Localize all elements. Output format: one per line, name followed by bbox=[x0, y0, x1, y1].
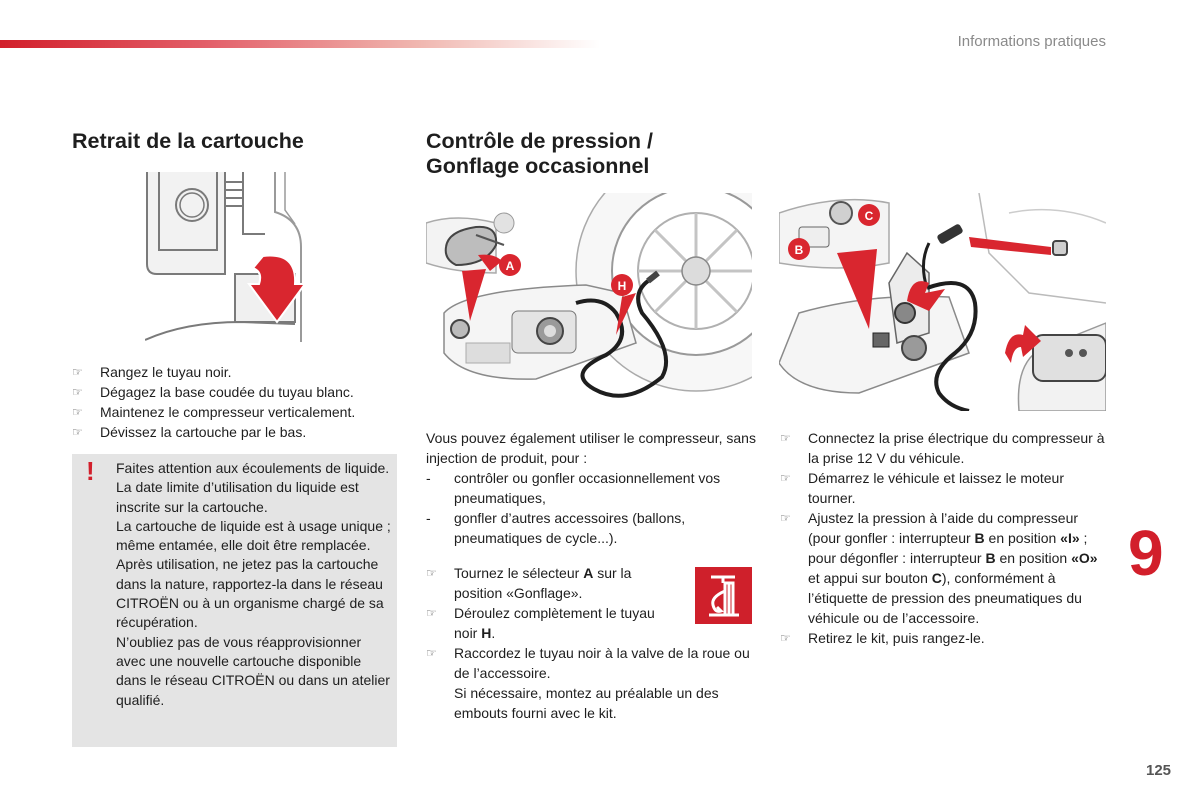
connection-steps-list bbox=[780, 428, 1110, 648]
tyre-pump-icon bbox=[695, 567, 752, 624]
warning-text: Faites attention aux écoulements de liquide. La date limite d’utilisation du liquide est inscrite sur la cartouche. La cartouche de liquide est à usage unique ; même entamée, elle doit être remplacée. Après utilisation, ne jetez pas la cartouche dans la nature, rapportez-la dans le réseau CITROËN ou à un organisme chargé de sa récupération. N’oubliez pas de vous réapprovisionner avec une nouvelle cartouche disponible dans le réseau CITROËN ou dans un atelier qualifié. bbox=[116, 460, 391, 708]
hand-pointer-icon: ☞ bbox=[426, 646, 437, 660]
list-item: ☞ Connectez la prise électrique du compresseur à la prise 12 V du véhicule. bbox=[780, 430, 1105, 466]
hand-pointer-icon: ☞ bbox=[72, 385, 83, 399]
middle-heading: Contrôle de pression / Gonflage occasionnel bbox=[426, 129, 653, 178]
left-heading: Retrait de la cartouche bbox=[72, 129, 304, 153]
list-item: ☞ Retirez le kit, puis rangez-le. bbox=[780, 630, 985, 646]
label-a: A bbox=[505, 259, 515, 273]
uses-list bbox=[426, 468, 756, 548]
list-item: ☞ Raccordez le tuyau noir à la valve de la roue ou de l’accessoire. Si nécessaire, montez au préalable un des embouts fourni avec le kit. bbox=[426, 645, 750, 721]
compressor-connection-illustration bbox=[779, 193, 1106, 411]
header-accent-bar bbox=[0, 40, 600, 48]
label-b: B bbox=[794, 243, 804, 257]
list-item: - gonfler d’autres accessoires (ballons, pneumatiques de cycle...). bbox=[426, 510, 686, 546]
list-item: ☞ Dégagez la base coudée du tuyau blanc. bbox=[72, 384, 354, 400]
warning-box bbox=[72, 454, 397, 747]
label-c: C bbox=[864, 209, 874, 223]
list-item: ☞ Maintenez le compresseur verticalement. bbox=[72, 404, 356, 420]
intro-text: Vous pouvez également utiliser le compresseur, sans injection de produit, pour : - contrôler ou gonfler occasionnellement vos pneumatiques, - gonfler d’autres accessoires (ballons, pneumatiques de cycle...). bbox=[426, 430, 756, 546]
chapter-number: 9 bbox=[1128, 517, 1164, 589]
hand-pointer-icon: ☞ bbox=[780, 631, 791, 645]
list-item: ☞ Dévissez la cartouche par le bas. bbox=[72, 424, 307, 440]
hand-pointer-icon: ☞ bbox=[426, 566, 437, 580]
compressor-inflation-illustration bbox=[426, 193, 752, 411]
hand-pointer-icon: ☞ bbox=[780, 431, 791, 445]
list-item: ☞ Démarrez le véhicule et laissez le moteur tourner. bbox=[780, 470, 1064, 506]
cartridge-removal-illustration bbox=[145, 172, 325, 342]
list-item: ☞ Tournez le sélecteur A sur la position «Gonflage». bbox=[426, 565, 632, 601]
list-item: ☞ Rangez le tuyau noir. bbox=[72, 364, 232, 380]
hand-pointer-icon: ☞ bbox=[426, 606, 437, 620]
list-item: ☞ Déroulez complètement le tuyau noir H. bbox=[426, 605, 655, 641]
hand-pointer-icon: ☞ bbox=[72, 365, 83, 379]
warning-icon: ! bbox=[86, 456, 95, 486]
hand-pointer-icon: ☞ bbox=[780, 511, 791, 525]
label-h: H bbox=[617, 279, 627, 293]
section-title: Informations pratiques bbox=[957, 33, 1106, 50]
page-number: 125 bbox=[1146, 762, 1172, 779]
hand-pointer-icon: ☞ bbox=[72, 405, 83, 419]
cartridge-steps-list bbox=[72, 362, 402, 442]
hand-pointer-icon: ☞ bbox=[72, 425, 83, 439]
list-item: - contrôler ou gonfler occasionnellement vos pneumatiques, bbox=[426, 470, 721, 506]
list-item: ☞ Ajustez la pression à l’aide du compresseur (pour gonfler : interrupteur B en position «I» ; pour dégonfler : interrupteur B en position «O» et appui sur bouton C), conformément à l’étiquette de pression des pneumatiques du véhicule ou de l’accessoire. bbox=[780, 510, 1098, 626]
hand-pointer-icon: ☞ bbox=[780, 471, 791, 485]
